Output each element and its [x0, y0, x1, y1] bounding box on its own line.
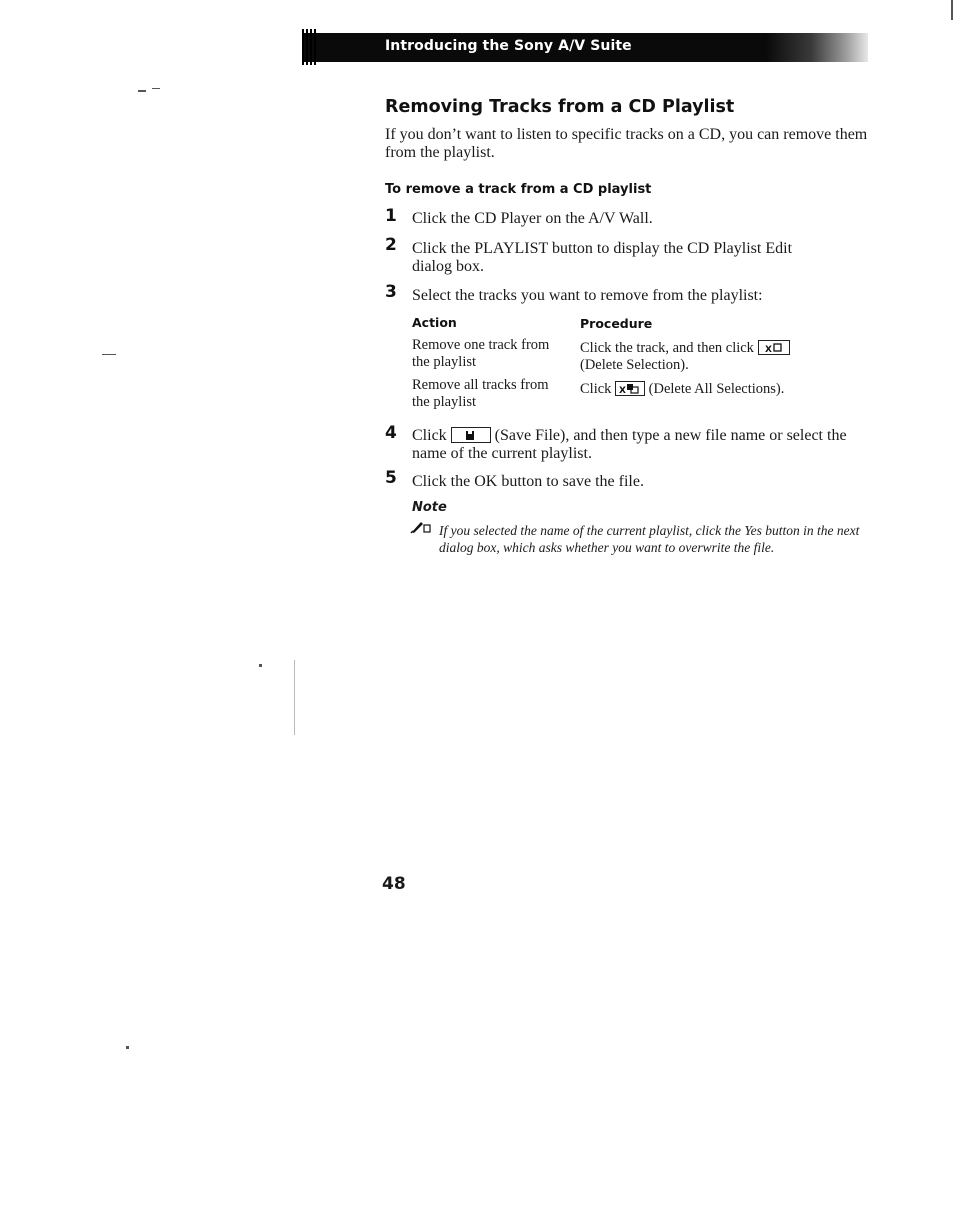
step-number-2: 2 [385, 235, 397, 255]
step-text-4 [412, 427, 882, 463]
step-number-4: 4 [385, 423, 397, 443]
note-label: Note [412, 500, 447, 515]
scan-speck [102, 354, 116, 355]
scan-speck [152, 88, 160, 89]
section-heading: Removing Tracks from a CD Playlist [385, 97, 735, 117]
scan-speck [259, 664, 262, 667]
step-4-click-text: Click [412, 427, 447, 444]
svg-text:X: X [619, 386, 626, 395]
svg-text:X: X [764, 345, 772, 354]
table-cell-action-1: Remove one track from the playlist [412, 337, 550, 370]
procedure-heading: To remove a track from a CD playlist [385, 182, 652, 197]
step-4-rest-text: (Save File), and then type a new file name or select the name of the current playlist. [412, 427, 847, 462]
table-cell-procedure-1 [580, 340, 840, 374]
procedure-2-label: (Delete All Selections). [648, 381, 785, 397]
table-cell-procedure-2 [580, 381, 840, 398]
step-text-5: Click the OK button to save the file. [412, 473, 644, 490]
note-pencil-icon [410, 520, 432, 539]
step-text-3: Select the tracks you want to remove from the playlist: [412, 287, 763, 304]
delete-all-selections-icon [615, 381, 645, 396]
note-text: If you selected the name of the current playlist, click the Yes button in the next dialog box, which asks whether you want to overwrite the file. [439, 523, 860, 555]
step-number-3: 3 [385, 282, 397, 302]
table-header-procedure: Procedure [580, 316, 653, 331]
step-text-2: Click the PLAYLIST button to display the CD Playlist Edit dialog box. [412, 240, 793, 275]
scan-speck [138, 90, 146, 92]
procedure-2-text: Click [580, 381, 612, 397]
running-header-title: Introducing the Sony A/V Suite [385, 38, 632, 54]
step-number-5: 5 [385, 468, 397, 488]
scan-speck [126, 1046, 129, 1049]
procedure-1-label: (Delete Selection). [580, 357, 689, 373]
scan-speck [951, 0, 953, 20]
header-stripes-decoration [302, 29, 318, 65]
intro-paragraph: If you don’t want to listen to specific tracks on a CD, you can remove them from the playlist. [385, 126, 868, 161]
scan-speck [294, 660, 295, 735]
page-number: 48 [382, 874, 406, 894]
procedure-1-text: Click the track, and then click [580, 340, 754, 356]
step-number-1: 1 [385, 206, 397, 226]
table-header-action: Action [412, 315, 457, 330]
table-cell-action-2: Remove all tracks from the playlist [412, 377, 549, 410]
save-file-icon [451, 427, 491, 443]
delete-selection-icon [758, 340, 790, 355]
step-text-1: Click the CD Player on the A/V Wall. [412, 210, 653, 227]
